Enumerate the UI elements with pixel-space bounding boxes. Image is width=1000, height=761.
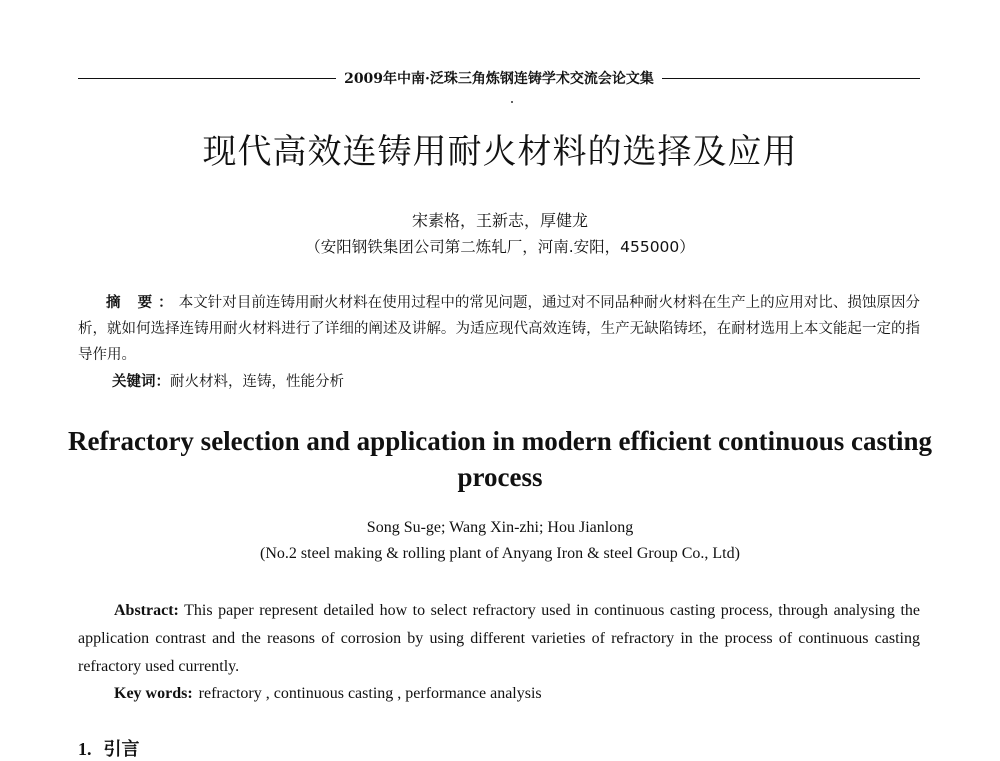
keywords-chinese [112, 370, 344, 391]
title-english: Refractory selection and application in modern efficient continuous casting process [68, 426, 932, 492]
stray-dot [511, 101, 513, 103]
abstract-english-label: Abstract: [114, 602, 179, 619]
running-header-text: 2009年中南·泛珠三角炼钢连铸学术交流会论文集 [344, 71, 654, 87]
authors-english: Song Su-ge; Wang Xin-zhi; Hou Jianlong [366, 519, 634, 536]
title-chinese: 现代高效连铸用耐火材料的选择及应用 [202, 132, 798, 172]
keywords-chinese-label: 关键词： [112, 374, 170, 390]
abstract-english-text: This paper represent detailed how to select refractory used in continuous casting process, through analysing the application contrast and the reasons of corrosion by using different varieties of refractory in the process of continuous casting refractory used currently. [78, 602, 921, 675]
header-rule-left [78, 78, 336, 79]
header-rule-right [662, 78, 920, 79]
keywords-english-label: Key words: [114, 685, 193, 702]
section-heading-introduction [78, 735, 140, 761]
keywords-chinese-text: 耐火材料，连铸，性能分析 [170, 374, 344, 390]
section-title: 引言 [103, 739, 140, 760]
keywords-english-text: refractory , continuous casting , performance analysis [198, 685, 542, 702]
abstract-chinese [78, 290, 920, 368]
section-number: 1. [78, 739, 92, 759]
abstract-chinese-label: 摘 要： [106, 295, 179, 311]
authors-chinese: 宋素格，王新志，厚健龙 [411, 211, 588, 230]
abstract-chinese-text: 本文针对目前连铸用耐火材料在使用过程中的常见问题，通过对不同品种耐火材料在生产上的应用对比、损蚀原因分析，就如何选择连铸用耐火材料进行了详细的阐述及讲解。为适应现代高效连铸，生产无缺陷铸坯，在耐材选用上本文能起一定的指导作用。 [78, 295, 920, 363]
running-header [78, 68, 920, 88]
affiliation-english: (No.2 steel making & rolling plant of Anyang Iron & steel Group Co., Ltd) [260, 545, 740, 562]
affiliation-chinese: （安阳钢铁集团公司第二炼轧厂，河南.安阳，455000） [305, 238, 695, 256]
keywords-english [114, 685, 542, 703]
abstract-english [78, 597, 920, 681]
